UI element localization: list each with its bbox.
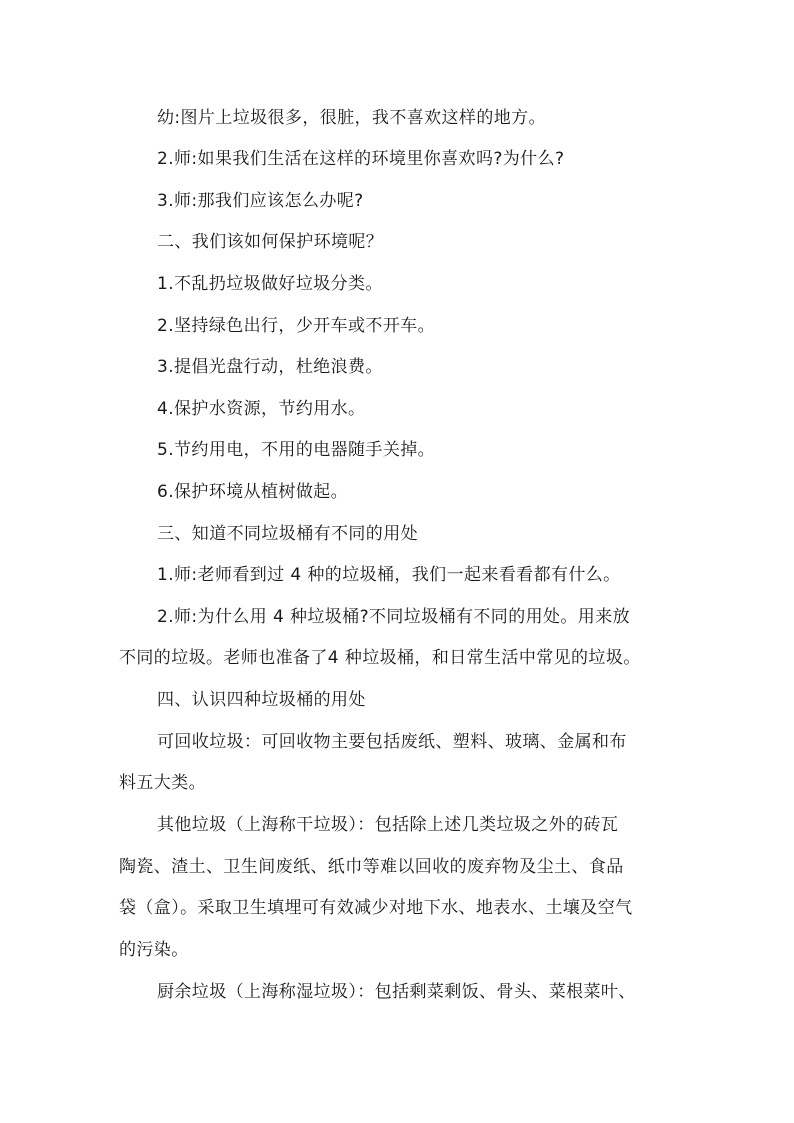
paragraph-kitchen-waste: 厨余垃圾（上海称湿垃圾）：包括剩菜剩饭、骨头、菜根菜叶、 [157, 982, 636, 1002]
section-heading-2: 二、我们该如何保护环境呢？ [157, 232, 384, 252]
paragraph-recyclable: 可回收垃圾：可回收物主要包括废纸、塑料、玻璃、金属和布 [157, 732, 627, 752]
paragraph-other-waste-cont: 陶瓷、渣土、卫生间废纸、纸巾等难以回收的废弃物及尘土、食品 [119, 857, 624, 877]
paragraph-child-answer: 幼:图片上垃圾很多，很脏，我不喜欢这样的地方。 [157, 108, 546, 128]
paragraph-teacher-2-cont: 不同的垃圾。老师也准备了4 种垃圾桶，和日常生活中常见的垃圾。 [119, 648, 641, 668]
list-item: 1.不乱扔垃圾做好垃圾分类。 [157, 274, 383, 294]
list-item: 4.保护水资源，节约用水。 [157, 399, 366, 419]
paragraph-teacher-2: 2.师:为什么用 4 种垃圾桶?不同垃圾桶有不同的用处。用来放 [157, 607, 630, 627]
paragraph-other-waste: 其他垃圾（上海称干垃圾）：包括除上述几类垃圾之外的砖瓦 [157, 815, 619, 835]
list-item: 2.坚持绿色出行，少开车或不开车。 [157, 316, 436, 336]
paragraph-other-waste-cont: 袋（盒）。采取卫生填埋可有效减少对地下水、地表水、土壤及空气 [119, 898, 633, 918]
paragraph-recyclable-cont: 料五大类。 [119, 773, 206, 793]
section-heading-3: 三、知道不同垃圾桶有不同的用处 [157, 524, 418, 544]
paragraph-teacher-1: 1.师:老师看到过 4 种的垃圾桶，我们一起来看看都有什么。 [157, 565, 621, 585]
paragraph-teacher-question-2: 2.师:如果我们生活在这样的环境里你喜欢吗?为什么? [157, 149, 565, 169]
list-item: 5.节约用电，不用的电器随手关掉。 [157, 440, 436, 460]
list-item: 3.提倡光盘行动，杜绝浪费。 [157, 357, 383, 377]
paragraph-other-waste-cont: 的污染。 [119, 940, 189, 960]
list-item: 6.保护环境从植树做起。 [157, 482, 349, 502]
section-heading-4: 四、认识四种垃圾桶的用处 [157, 690, 366, 710]
paragraph-teacher-question-3: 3.师:那我们应该怎么办呢? [157, 191, 364, 211]
